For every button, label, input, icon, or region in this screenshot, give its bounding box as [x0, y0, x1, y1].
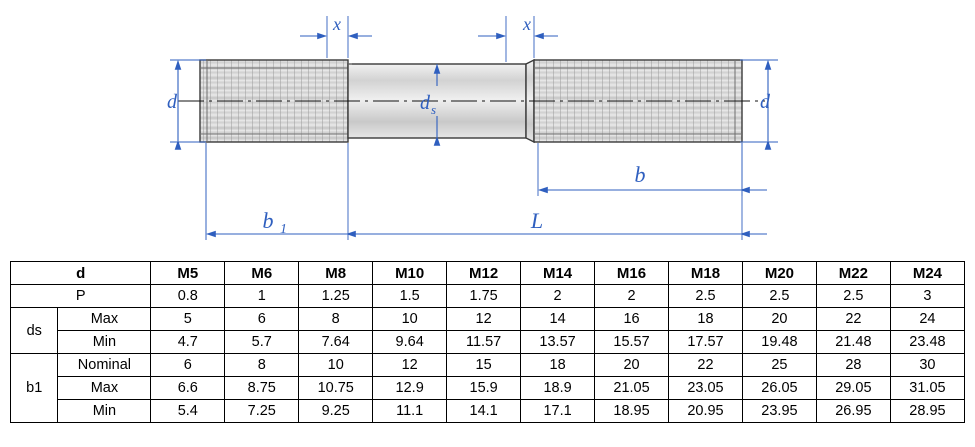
cell: 8.75 [225, 377, 299, 400]
cell: 10 [373, 308, 447, 331]
cell: 10.75 [299, 377, 373, 400]
header-size-6: M16 [595, 262, 669, 285]
row-label-ds-max: Max [58, 308, 151, 331]
table-row [11, 308, 965, 331]
row-group-ds: ds [11, 308, 58, 354]
dimensions-table-wrapper [10, 261, 965, 423]
cell: 23.95 [742, 400, 816, 423]
cell: 22 [816, 308, 890, 331]
cell: 18 [669, 308, 743, 331]
cell: 25 [742, 354, 816, 377]
table-row [11, 354, 965, 377]
table-row [11, 400, 965, 423]
stud-bolt-dimensions-table [10, 261, 965, 423]
cell: 17.1 [521, 400, 595, 423]
cell: 2 [521, 285, 595, 308]
cell: 23.05 [669, 377, 743, 400]
cell: 30 [890, 354, 964, 377]
label-d-left: d [167, 91, 177, 113]
cell: 2 [595, 285, 669, 308]
cell: 11.1 [373, 400, 447, 423]
cell: 1 [225, 285, 299, 308]
cell: 8 [225, 354, 299, 377]
table-row [11, 331, 965, 354]
cell: 2.5 [742, 285, 816, 308]
header-size-9: M22 [816, 262, 890, 285]
cell: 0.8 [151, 285, 225, 308]
table-header-row [11, 262, 965, 285]
cell: 26.95 [816, 400, 890, 423]
cell: 1.5 [373, 285, 447, 308]
row-label-b1-max: Max [58, 377, 151, 400]
cell: 1.75 [447, 285, 521, 308]
row-group-b1: b1 [11, 354, 58, 423]
row-label-p: P [11, 285, 151, 308]
cell: 12.9 [373, 377, 447, 400]
cell: 6 [151, 354, 225, 377]
cell: 18 [521, 354, 595, 377]
cell: 21.48 [816, 331, 890, 354]
header-size-10: M24 [890, 262, 964, 285]
cell: 2.5 [816, 285, 890, 308]
cell: 14 [521, 308, 595, 331]
row-label-b1-nominal: Nominal [58, 354, 151, 377]
header-size-4: M12 [447, 262, 521, 285]
cell: 2.5 [669, 285, 743, 308]
cell: 23.48 [890, 331, 964, 354]
label-ds-sub: s [431, 102, 437, 117]
cell: 28 [816, 354, 890, 377]
cell: 8 [299, 308, 373, 331]
cell: 10 [299, 354, 373, 377]
cell: 5.7 [225, 331, 299, 354]
table-row [11, 285, 965, 308]
header-size-3: M10 [373, 262, 447, 285]
label-x-right: x [523, 14, 531, 34]
header-size-7: M18 [669, 262, 743, 285]
cell: 13.57 [521, 331, 595, 354]
header-size-1: M6 [225, 262, 299, 285]
cell: 24 [890, 308, 964, 331]
row-label-ds-min: Min [58, 331, 151, 354]
cell: 28.95 [890, 400, 964, 423]
label-ds: d [420, 92, 430, 114]
cell: 20 [742, 308, 816, 331]
cell: 26.05 [742, 377, 816, 400]
cell: 16 [595, 308, 669, 331]
cell: 12 [373, 354, 447, 377]
table-row [11, 377, 965, 400]
cell: 14.1 [447, 400, 521, 423]
cell: 19.48 [742, 331, 816, 354]
header-size-0: M5 [151, 262, 225, 285]
label-x-left: x [333, 14, 341, 34]
cell: 6.6 [151, 377, 225, 400]
cell: 1.25 [299, 285, 373, 308]
cell: 18.9 [521, 377, 595, 400]
cell: 6 [225, 308, 299, 331]
cell: 31.05 [890, 377, 964, 400]
header-size-2: M8 [299, 262, 373, 285]
cell: 21.05 [595, 377, 669, 400]
cell: 12 [447, 308, 521, 331]
cell: 5 [151, 308, 225, 331]
cell: 9.64 [373, 331, 447, 354]
cell: 7.25 [225, 400, 299, 423]
cell: 15.57 [595, 331, 669, 354]
label-b1-sub: 1 [280, 222, 287, 237]
cell: 29.05 [816, 377, 890, 400]
label-L: L [530, 208, 544, 233]
cell: 4.7 [151, 331, 225, 354]
header-d: d [11, 262, 151, 285]
header-size-8: M20 [742, 262, 816, 285]
cell: 7.64 [299, 331, 373, 354]
cell: 15 [447, 354, 521, 377]
cell: 17.57 [669, 331, 743, 354]
cell: 3 [890, 285, 964, 308]
label-b1: b [262, 208, 274, 233]
cell: 15.9 [447, 377, 521, 400]
cell: 9.25 [299, 400, 373, 423]
cell: 20.95 [669, 400, 743, 423]
label-d-right: d [760, 91, 770, 113]
cell: 18.95 [595, 400, 669, 423]
label-b: b [634, 162, 646, 187]
cell: 11.57 [447, 331, 521, 354]
cell: 20 [595, 354, 669, 377]
row-label-b1-min: Min [58, 400, 151, 423]
header-size-5: M14 [521, 262, 595, 285]
cell: 5.4 [151, 400, 225, 423]
cell: 22 [669, 354, 743, 377]
